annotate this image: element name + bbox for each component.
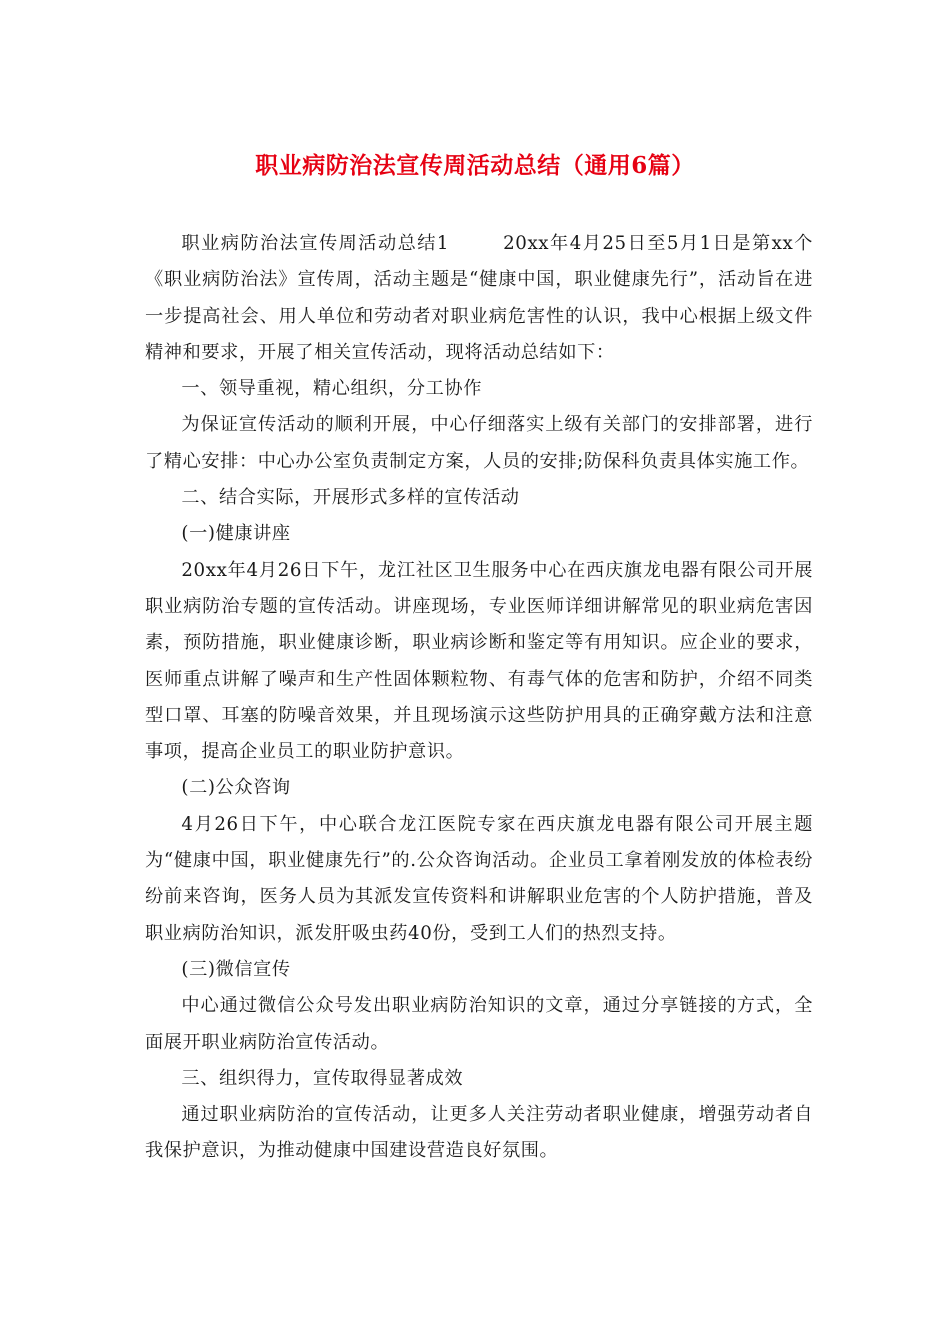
document-title: 职业病防治法宣传周活动总结（通用6篇） — [255, 152, 695, 179]
paragraph-5: 中心通过微信公众号发出职业病防治知识的文章，通过分享链接的方式，全面展开职业病防治宣传活动。 — [145, 995, 813, 1053]
intro-paragraph — [145, 226, 813, 371]
paragraph-2: 为保证宣传活动的顺利开展，中心仔细落实上级有关部门的安排部署，进行了精心安排：中心办公室负责制定方案，人员的安排;防保科负责具体实施工作。 — [145, 414, 813, 472]
document-body — [145, 226, 813, 1170]
intro-heading: 职业病防治法宣传周活动总结1 — [181, 233, 450, 254]
paragraph-3: 20xx年4月26日下午，龙江社区卫生服务中心在西庆旗龙电器有限公司开展职业病防治专题的宣传活动。讲座现场，专业医师详细讲解常见的职业病危害因素，预防措施，职业健康诊断，职业病诊断和鉴定等有用知识。应企业的要求，医师重点讲解了噪声和生产性固体颗粒物、有毒气体的危害和防护，介绍不同类型口罩、耳塞的防噪音效果，并且现场演示这些防护用具的正确穿戴方法和注意事项，提高企业员工的职业防护意识。 — [145, 559, 813, 763]
subsection-heading-3: (三)微信宣传 — [181, 958, 291, 980]
section-heading-2: 二、结合实际，开展形式多样的宣传活动 — [181, 487, 520, 509]
paragraph-4: 4月26日下午，中心联合龙江医院专家在西庆旗龙电器有限公司开展主题为“健康中国，职业健康先行”的.公众咨询活动。企业员工拿着刚发放的体检表纷纷前来咨询，医务人员为其派发宣传资料和讲解职业危害的个人防护措施，普及职业病防治知识，派发肝吸虫药40份，受到工人们的热烈支持。 — [145, 813, 813, 944]
paragraph-6: 通过职业病防治的宣传活动，让更多人关注劳动者职业健康，增强劳动者自我保护意识，为推动健康中国建设营造良好氛围。 — [145, 1104, 813, 1162]
section-heading-1: 一、领导重视，精心组织，分工协作 — [181, 378, 482, 400]
section-heading-3: 三、组织得力，宣传取得显著成效 — [181, 1067, 464, 1089]
paragraph-1: 20xx年4月25日至5月1日是第xx个《职业病防治法》宣传周，活动主题是“健康中国，职业健康先行”，活动旨在进一步提高社会、用人单位和劳动者对职业病危害性的认识，我中心根据上级文件精神和要求，开展了相关宣传活动，现将活动总结如下： — [145, 233, 813, 363]
subsection-heading-2: (二)公众咨询 — [181, 777, 291, 799]
subsection-heading-1: (一)健康讲座 — [181, 523, 291, 545]
